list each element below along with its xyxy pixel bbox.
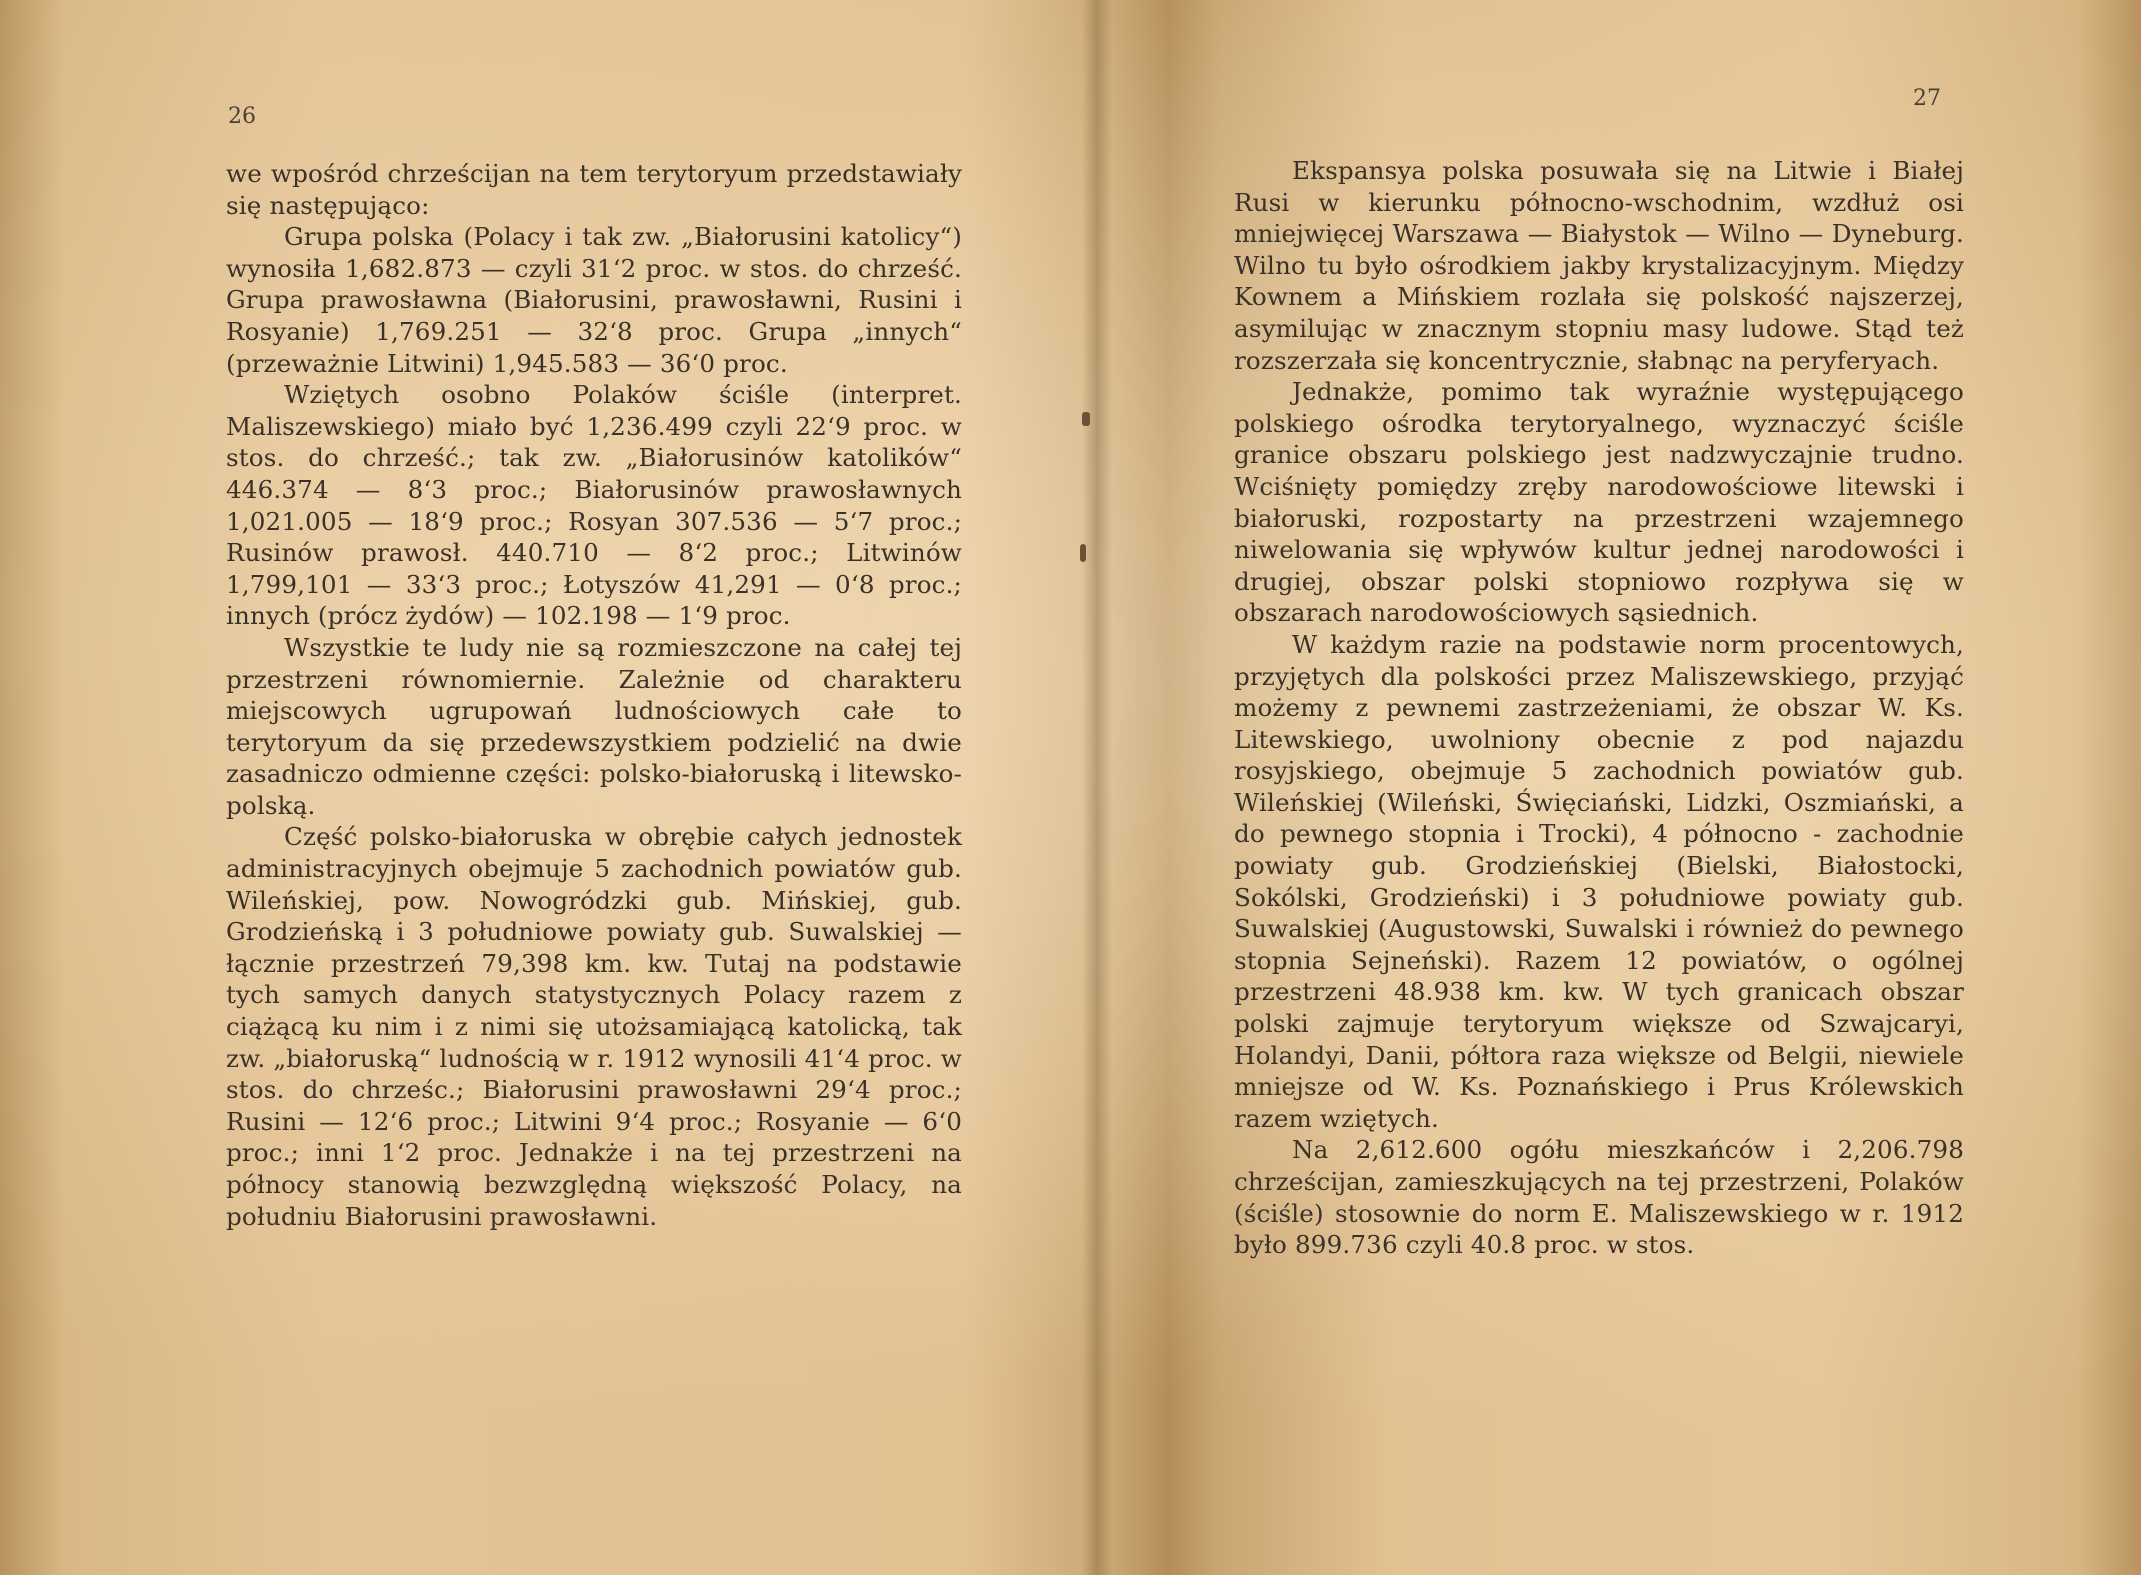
paragraph: Ekspansya polska posuwała się na Litwie i Białej Rusi w kierunku północno-wschodnim, wzdłuż osi mniejwięcej Warszawa — Białystok — Wilno — Dyneburg. Wilno tu było ośrodkiem jakby krystalizacyjnym. Między Kownem a Mińskiem rozlała się polskość najszerzej, asymilując w znacznym stopniu masy ludowe. Stąd też rozszerzała się koncentrycznie, słabnąc na peryferyach.: [1234, 156, 1964, 375]
paragraph: we wpośród chrześcijan na tem terytoryum przedstawiały się następująco:: [226, 159, 962, 220]
page-text: [226, 158, 962, 1232]
page-number: 27: [1913, 86, 1941, 111]
page-text: [1234, 155, 1964, 1261]
paragraph: Wziętych osobno Polaków ściśle (interpret. Maliszewskiego) miało być 1,236.499 czyli 22‘9 proc. w stos. do chrześć.; tak zw. „Białorusinów katolików“ 446.374 — 8‘3 proc.; Białorusinów prawosławnych 1,021.005 — 18‘9 proc.; Rosyan 307.536 — 5‘7 proc.; Rusinów prawosł. 440.710 — 8‘2 proc.; Litwinów 1,799,101 — 33‘3 proc.; Łotyszów 41,291 — 0‘8 proc.; innych (prócz żydów) — 102.198 — 1‘9 proc.: [226, 380, 962, 631]
paragraph: Grupa polska (Polacy i tak zw. „Białorusini katolicy“) wynosiła 1,682.873 — czyli 31‘2 proc. w stos. do chrześć. Grupa prawosławna (Białorusini, prawosławni, Rusini i Rosyanie) 1,769.251 — 32‘8 proc. Grupa „innych“ (przeważnie Litwini) 1,945.583 — 36‘0 proc.: [226, 222, 962, 378]
paragraph: Część polsko-białoruska w obrębie całych jednostek administracyjnych obejmuje 5 zachodnich powiatów gub. Wileńskiej, pow. Nowogródzki gub. Mińskiej, gub. Grodzieńską i 3 południowe powiaty gub. Suwalskiej — łącznie przestrzeń 79,398 km. kw. Tutaj na podstawie tych samych danych statystycznych Polacy razem z ciążącą ku nim i z nimi się utożsamiającą katolicką, tak zw. „białoruską“ ludnością w r. 1912 wynosili 41‘4 proc. w stos. do chrześc.; Białorusini prawosławni 29‘4 proc.; Rusini — 12‘6 proc.; Litwini 9‘4 proc.; Rosyanie — 6‘0 proc.; inni 1‘2 proc. Jednakże i na tej przestrzeni na północy stanowią bezwzględną większość Polacy, na południu Białorusini prawosławni.: [226, 822, 962, 1231]
paragraph: W każdym razie na podstawie norm procentowych, przyjętych dla polskości przez Maliszewskiego, przyjąć możemy z pewnemi zastrzeżeniami, że obszar W. Ks. Litewskiego, uwolniony obecnie z pod najazdu rosyjskiego, obejmuje 5 zachodnich powiatów gub. Wileńskiej (Wileński, Święciański, Lidzki, Oszmiański, a do pewnego stopnia i Trocki), 4 północno - zachodnie powiaty gub. Grodzieńskiej (Bielski, Białostocki, Sokólski, Grodzieński) i 3 południowe powiaty gub. Suwalskiej (Augustowski, Suwalski i również do pewnego stopnia Sejneński). Razem 12 powiatów, o ogólnej przestrzeni 48.938 km. kw. W tych granicach obszar polski zajmuje terytoryum większe od Szwajcaryi, Holandyi, Danii, półtora raza większe od Belgii, niewiele mniejsze od W. Ks. Poznańskiego i Prus Królewskich razem wziętych.: [1234, 629, 1964, 1133]
paragraph: Wszystkie te ludy nie są rozmieszczone na całej tej przestrzeni równomiernie. Zależnie od charakteru miejscowych ugrupowań ludnościowych całe to terytoryum da się przedewszystkiem podzielić na dwie zasadniczo odmienne części: polsko-białoruską i litewsko-polską.: [226, 632, 962, 820]
paragraph: Na 2,612.600 ogółu mieszkańców i 2,206.798 chrześcijan, zamieszkujących na tej przestrzeni, Polaków (ściśle) stosownie do norm E. Maliszewskiego w r. 1912 było 899.736 czyli 40.8 proc. w stos.: [1234, 1135, 1964, 1260]
right-page: [1100, 0, 2141, 1575]
page-number: 26: [228, 104, 256, 129]
paragraph: Jednakże, pomimo tak wyraźnie występującego polskiego ośrodka terytoryalnego, wyznaczyć ściśle granice obszaru polskiego jest nadzwyczajnie trudno. Wciśnięty pomiędzy zręby narodowościowe litewski i białoruski, rozpostarty na przestrzeni wzajemnego niwelowania się wpływów kultur jednej narodowości i drugiej, obszar polski stopniowo rozpływa się w obszarach narodowościowych sąsiednich.: [1234, 377, 1964, 628]
